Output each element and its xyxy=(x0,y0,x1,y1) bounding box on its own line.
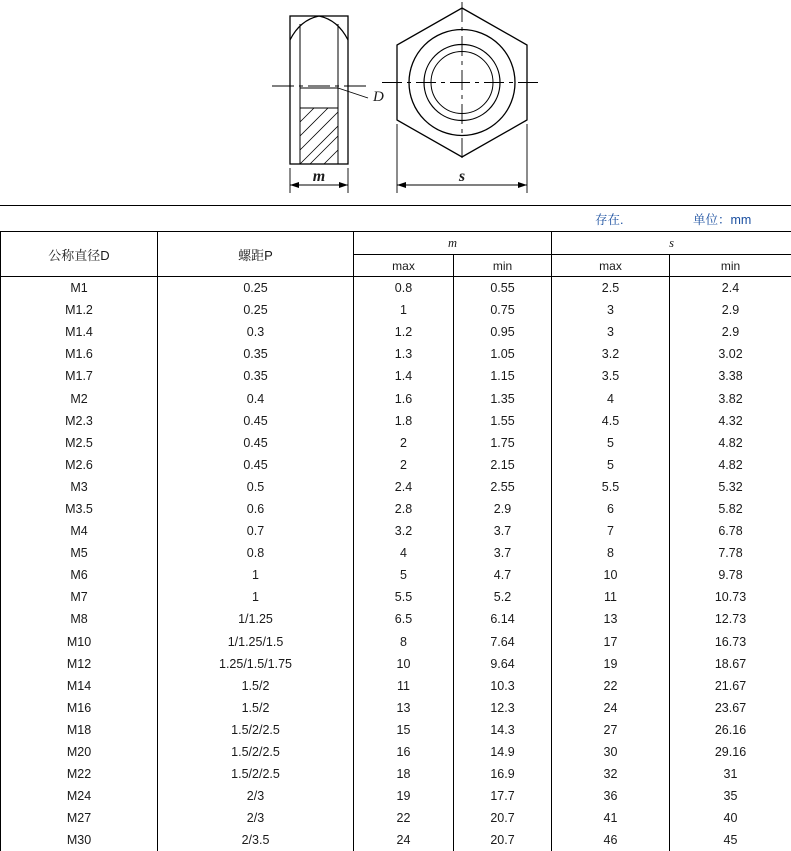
cell-m-max: 1.4 xyxy=(354,365,454,387)
table-row xyxy=(1,653,791,675)
technical-drawing xyxy=(0,0,791,205)
cell-m-max: 13 xyxy=(354,697,454,719)
cell-s-min: 3.38 xyxy=(670,365,791,387)
table-row xyxy=(1,321,791,343)
cell-m-max: 11 xyxy=(354,675,454,697)
cell-m-max: 3.2 xyxy=(354,520,454,542)
cell-m-min: 1.35 xyxy=(454,387,552,409)
table-row xyxy=(1,608,791,630)
cell-m-min: 20.7 xyxy=(454,829,552,851)
cell-m-min: 20.7 xyxy=(454,807,552,829)
table-row xyxy=(1,410,791,432)
cell-s-min: 21.67 xyxy=(670,675,791,697)
table-row xyxy=(1,697,791,719)
cell-pitch: 0.6 xyxy=(158,498,354,520)
cell-s-max: 10 xyxy=(552,564,670,586)
header-m-min: min xyxy=(454,255,552,277)
spec-table xyxy=(0,231,791,851)
cell-s-min: 16.73 xyxy=(670,631,791,653)
cell-pitch: 0.8 xyxy=(158,542,354,564)
cell-nominal-diameter: M18 xyxy=(1,719,158,741)
cell-s-min: 10.73 xyxy=(670,586,791,608)
cell-m-max: 1 xyxy=(354,299,454,321)
table-row xyxy=(1,631,791,653)
cell-nominal-diameter: M3 xyxy=(1,476,158,498)
cell-s-min: 4.32 xyxy=(670,410,791,432)
notes-row xyxy=(0,205,791,231)
cell-pitch: 2/3 xyxy=(158,785,354,807)
cell-s-max: 3.2 xyxy=(552,343,670,365)
cell-m-min: 1.15 xyxy=(454,365,552,387)
cell-s-max: 5 xyxy=(552,432,670,454)
cell-s-min: 7.78 xyxy=(670,542,791,564)
cell-s-min: 35 xyxy=(670,785,791,807)
drawing-label-d: D xyxy=(372,89,384,105)
cell-s-max: 30 xyxy=(552,741,670,763)
cell-m-min: 7.64 xyxy=(454,631,552,653)
cell-nominal-diameter: M2.3 xyxy=(1,410,158,432)
cell-s-min: 9.78 xyxy=(670,564,791,586)
cell-s-min: 26.16 xyxy=(670,719,791,741)
cell-s-max: 24 xyxy=(552,697,670,719)
cell-s-max: 7 xyxy=(552,520,670,542)
cell-nominal-diameter: M10 xyxy=(1,631,158,653)
cell-s-min: 3.82 xyxy=(670,387,791,409)
cell-s-max: 13 xyxy=(552,608,670,630)
cell-m-max: 6.5 xyxy=(354,608,454,630)
cell-m-min: 17.7 xyxy=(454,785,552,807)
cell-m-min: 14.9 xyxy=(454,741,552,763)
header-group-m: m xyxy=(354,232,552,255)
drawing-label-m: m xyxy=(313,168,325,185)
spec-table-body xyxy=(1,277,791,851)
cell-nominal-diameter: M2.6 xyxy=(1,454,158,476)
cell-m-max: 2 xyxy=(354,432,454,454)
cell-nominal-diameter: M7 xyxy=(1,586,158,608)
cell-s-max: 41 xyxy=(552,807,670,829)
header-s-min: min xyxy=(670,255,791,277)
cell-nominal-diameter: M5 xyxy=(1,542,158,564)
cell-m-min: 2.15 xyxy=(454,454,552,476)
cell-nominal-diameter: M2 xyxy=(1,387,158,409)
cell-pitch: 0.7 xyxy=(158,520,354,542)
cell-s-min: 18.67 xyxy=(670,653,791,675)
cell-s-max: 36 xyxy=(552,785,670,807)
cell-s-max: 5.5 xyxy=(552,476,670,498)
drawing-label-s: s xyxy=(458,168,465,185)
cell-s-max: 5 xyxy=(552,454,670,476)
table-row xyxy=(1,277,791,300)
cell-s-max: 46 xyxy=(552,829,670,851)
cell-pitch: 1.5/2/2.5 xyxy=(158,763,354,785)
cell-pitch: 0.4 xyxy=(158,387,354,409)
cell-s-min: 2.9 xyxy=(670,321,791,343)
cell-s-min: 40 xyxy=(670,807,791,829)
cell-nominal-diameter: M1.2 xyxy=(1,299,158,321)
cell-pitch: 0.35 xyxy=(158,365,354,387)
cell-nominal-diameter: M3.5 xyxy=(1,498,158,520)
cell-s-min: 4.82 xyxy=(670,454,791,476)
cell-s-max: 3 xyxy=(552,321,670,343)
cell-pitch: 1/1.25 xyxy=(158,608,354,630)
cell-pitch: 1 xyxy=(158,586,354,608)
cell-m-max: 2 xyxy=(354,454,454,476)
cell-nominal-diameter: M20 xyxy=(1,741,158,763)
cell-m-max: 4 xyxy=(354,542,454,564)
cell-pitch: 0.25 xyxy=(158,299,354,321)
cell-pitch: 1 xyxy=(158,564,354,586)
cell-m-min: 10.3 xyxy=(454,675,552,697)
header-m-max: max xyxy=(354,255,454,277)
cell-pitch: 2/3.5 xyxy=(158,829,354,851)
cell-s-min: 23.67 xyxy=(670,697,791,719)
table-row xyxy=(1,741,791,763)
cell-s-max: 3.5 xyxy=(552,365,670,387)
cell-pitch: 0.35 xyxy=(158,343,354,365)
cell-m-max: 19 xyxy=(354,785,454,807)
cell-nominal-diameter: M2.5 xyxy=(1,432,158,454)
cell-s-max: 27 xyxy=(552,719,670,741)
header-nominal-diameter: 公称直径D xyxy=(1,232,158,277)
cell-pitch: 0.45 xyxy=(158,454,354,476)
cell-m-min: 1.55 xyxy=(454,410,552,432)
cell-m-min: 1.05 xyxy=(454,343,552,365)
table-row xyxy=(1,365,791,387)
cell-m-max: 24 xyxy=(354,829,454,851)
cell-nominal-diameter: M30 xyxy=(1,829,158,851)
cell-pitch: 1.25/1.5/1.75 xyxy=(158,653,354,675)
table-row xyxy=(1,542,791,564)
table-row xyxy=(1,785,791,807)
cell-nominal-diameter: M27 xyxy=(1,807,158,829)
cell-s-min: 5.82 xyxy=(670,498,791,520)
cell-pitch: 1/1.25/1.5 xyxy=(158,631,354,653)
table-row xyxy=(1,454,791,476)
cell-nominal-diameter: M24 xyxy=(1,785,158,807)
cell-s-max: 32 xyxy=(552,763,670,785)
cell-s-min: 31 xyxy=(670,763,791,785)
cell-m-min: 2.55 xyxy=(454,476,552,498)
cell-m-max: 2.8 xyxy=(354,498,454,520)
cell-m-min: 2.9 xyxy=(454,498,552,520)
note-exist: 存在. xyxy=(595,210,623,228)
cell-s-max: 3 xyxy=(552,299,670,321)
cell-m-min: 9.64 xyxy=(454,653,552,675)
cell-s-max: 19 xyxy=(552,653,670,675)
table-row xyxy=(1,719,791,741)
cell-m-min: 4.7 xyxy=(454,564,552,586)
table-row xyxy=(1,564,791,586)
cell-s-max: 2.5 xyxy=(552,277,670,300)
table-row xyxy=(1,299,791,321)
cell-nominal-diameter: M14 xyxy=(1,675,158,697)
cell-m-max: 1.6 xyxy=(354,387,454,409)
cell-nominal-diameter: M4 xyxy=(1,520,158,542)
cell-m-max: 1.8 xyxy=(354,410,454,432)
cell-m-min: 16.9 xyxy=(454,763,552,785)
note-unit: 单位：mm xyxy=(693,210,751,228)
table-row xyxy=(1,498,791,520)
table-row xyxy=(1,520,791,542)
table-row xyxy=(1,432,791,454)
cell-s-max: 6 xyxy=(552,498,670,520)
cell-m-max: 18 xyxy=(354,763,454,785)
cell-m-max: 5.5 xyxy=(354,586,454,608)
cell-s-min: 3.02 xyxy=(670,343,791,365)
cell-m-max: 22 xyxy=(354,807,454,829)
table-row xyxy=(1,763,791,785)
cell-pitch: 1.5/2/2.5 xyxy=(158,741,354,763)
cell-pitch: 1.5/2 xyxy=(158,697,354,719)
cell-m-max: 1.2 xyxy=(354,321,454,343)
table-row xyxy=(1,829,791,851)
cell-nominal-diameter: M1 xyxy=(1,277,158,300)
cell-nominal-diameter: M1.6 xyxy=(1,343,158,365)
cell-m-min: 12.3 xyxy=(454,697,552,719)
cell-s-min: 6.78 xyxy=(670,520,791,542)
cell-m-max: 10 xyxy=(354,653,454,675)
cell-s-max: 4.5 xyxy=(552,410,670,432)
cell-m-min: 3.7 xyxy=(454,542,552,564)
cell-pitch: 0.5 xyxy=(158,476,354,498)
cell-s-min: 5.32 xyxy=(670,476,791,498)
cell-s-max: 17 xyxy=(552,631,670,653)
cell-m-max: 1.3 xyxy=(354,343,454,365)
cell-s-min: 45 xyxy=(670,829,791,851)
cell-nominal-diameter: M16 xyxy=(1,697,158,719)
cell-s-max: 22 xyxy=(552,675,670,697)
cell-m-max: 2.4 xyxy=(354,476,454,498)
table-row xyxy=(1,586,791,608)
cell-m-min: 1.75 xyxy=(454,432,552,454)
cell-s-min: 29.16 xyxy=(670,741,791,763)
cell-s-min: 2.9 xyxy=(670,299,791,321)
cell-s-max: 4 xyxy=(552,387,670,409)
cell-m-min: 6.14 xyxy=(454,608,552,630)
cell-m-min: 5.2 xyxy=(454,586,552,608)
spec-table-head xyxy=(1,232,791,277)
table-row xyxy=(1,476,791,498)
cell-m-max: 0.8 xyxy=(354,277,454,300)
cell-pitch: 0.45 xyxy=(158,410,354,432)
cell-s-min: 12.73 xyxy=(670,608,791,630)
table-row xyxy=(1,343,791,365)
cell-m-min: 14.3 xyxy=(454,719,552,741)
cell-nominal-diameter: M22 xyxy=(1,763,158,785)
cell-m-min: 0.95 xyxy=(454,321,552,343)
table-row xyxy=(1,387,791,409)
cell-nominal-diameter: M1.4 xyxy=(1,321,158,343)
cell-nominal-diameter: M6 xyxy=(1,564,158,586)
cell-pitch: 2/3 xyxy=(158,807,354,829)
cell-m-min: 3.7 xyxy=(454,520,552,542)
cell-s-min: 2.4 xyxy=(670,277,791,300)
cell-nominal-diameter: M1.7 xyxy=(1,365,158,387)
cell-nominal-diameter: M8 xyxy=(1,608,158,630)
header-s-max: max xyxy=(552,255,670,277)
cell-m-max: 15 xyxy=(354,719,454,741)
cell-pitch: 0.3 xyxy=(158,321,354,343)
cell-pitch: 0.45 xyxy=(158,432,354,454)
cell-s-max: 8 xyxy=(552,542,670,564)
cell-m-min: 0.55 xyxy=(454,277,552,300)
cell-m-max: 16 xyxy=(354,741,454,763)
header-group-s: s xyxy=(552,232,791,255)
cell-s-max: 11 xyxy=(552,586,670,608)
cell-m-min: 0.75 xyxy=(454,299,552,321)
cell-pitch: 1.5/2 xyxy=(158,675,354,697)
cell-m-max: 5 xyxy=(354,564,454,586)
cell-s-min: 4.82 xyxy=(670,432,791,454)
table-row xyxy=(1,807,791,829)
cell-pitch: 0.25 xyxy=(158,277,354,300)
table-row xyxy=(1,675,791,697)
cell-m-max: 8 xyxy=(354,631,454,653)
header-pitch: 螺距P xyxy=(158,232,354,277)
cell-pitch: 1.5/2/2.5 xyxy=(158,719,354,741)
cell-nominal-diameter: M12 xyxy=(1,653,158,675)
